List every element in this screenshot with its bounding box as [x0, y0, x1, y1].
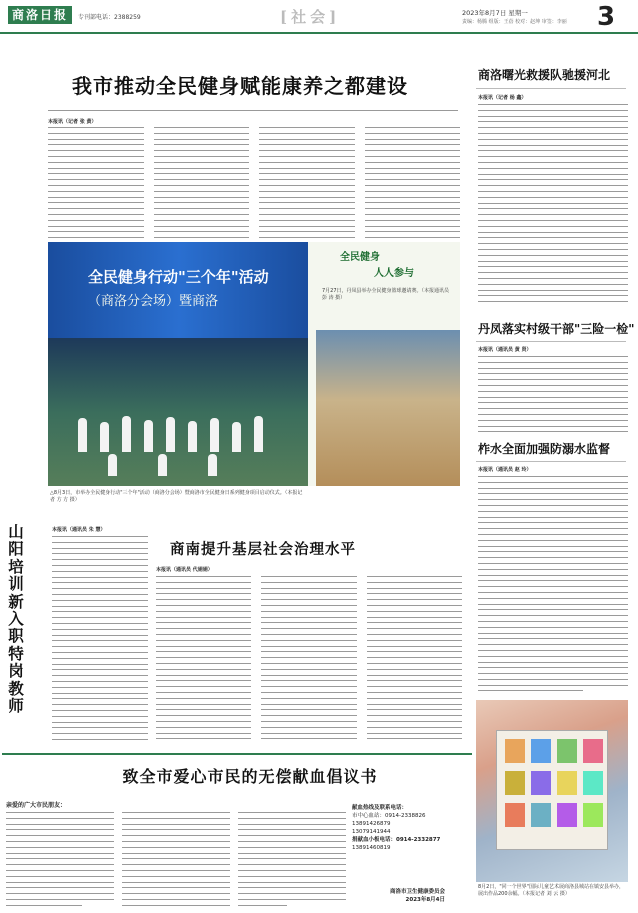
right-article-1-byline: 本报讯（记者 杨 鑫） [478, 95, 527, 101]
proposal-issuer [390, 888, 445, 904]
contact-line: 13891460819 [352, 845, 391, 851]
blood-contact-box [352, 804, 464, 896]
mid-article-body [156, 566, 462, 744]
left-article-headline: 山阳培训新入职特岗教师 [8, 522, 24, 716]
slogan-line-2: 人人参与 [374, 268, 414, 279]
children-art-photo [476, 700, 628, 882]
contact-heading: 献血热线及联系电话： [352, 805, 408, 811]
lead-body [48, 118, 460, 240]
issuer-name: 商洛市卫生健康委员会 [390, 889, 446, 895]
rule [476, 461, 626, 462]
right-article-2-byline: 本报讯（通讯员 黄 贤） [478, 347, 532, 353]
right-article-3-body [478, 466, 628, 696]
lead-col-1 [48, 127, 144, 240]
stage-banner [48, 242, 310, 338]
section-tag: [社会] [280, 8, 341, 26]
page-number: 3 [597, 2, 616, 32]
banner-text-2: （商洛分会场）暨商洛 [88, 294, 219, 309]
editor-line: 责编：杨腾 组版：王蓓 校对：赵坤 审签：李丽 [462, 19, 567, 25]
dancers [48, 362, 310, 452]
right-article-2-body [478, 346, 628, 436]
lead-col-2 [154, 127, 250, 240]
right-article-2-headline: 丹凤落实村级干部"三险一检" [478, 322, 635, 336]
lead-rule [48, 110, 458, 111]
rule [476, 341, 626, 342]
issue-date: 2023年8月7日 星期一 [462, 9, 528, 17]
children-art-caption: 8月2日，"同一个世界"国际儿童艺术展商洛县城站在镇安县举办，展出作品200余幅。（本报记者 刘 云 摄） [478, 884, 624, 897]
rule [476, 88, 626, 89]
contact-line: 市中心血站：0914-2338826 13891426879 [352, 813, 426, 827]
left-article-byline: 本报讯（通讯员 朱 慧） [52, 527, 106, 533]
lead-headline: 我市推动全民健身赋能康养之都建设 [72, 74, 408, 98]
lead-col-4 [365, 127, 461, 240]
mid-article-headline: 商南提升基层社会治理水平 [170, 541, 356, 558]
photo-caption-left: △8月3日，市举办全民健身行动"三个年"活动（商洛分会场）暨商洛市全民健身日系列健身项目启动仪式。（本报记者 方 方 摄） [50, 490, 303, 503]
mid-article-byline: 本报讯（通讯员 代娟娟） [156, 567, 213, 573]
left-article-body [52, 526, 148, 744]
masthead [0, 0, 638, 34]
issuer-date: 2023年8月4日 [405, 897, 446, 903]
basketball-photo [316, 330, 460, 486]
banner-text: 全民健身行动"三个年"活动 [88, 268, 269, 286]
lead-col-3 [259, 127, 355, 240]
proposal-body [6, 812, 346, 908]
photo-caption-right: 7月27日，丹凤县举办全民健身篮球邀请赛。（本报通讯员 彭 涛 摄） [322, 288, 450, 301]
contact-line: 13079141944 [352, 829, 391, 835]
art-board [496, 730, 608, 850]
proposal-salutation: 亲爱的广大市民朋友： [6, 802, 67, 809]
right-article-1-body [478, 94, 628, 306]
contact-line: 捐献血小板电话：0914-2332877 [352, 837, 441, 843]
proposal-headline: 致全市爱心市民的无偿献血倡议书 [122, 767, 378, 786]
proposal-rule [2, 753, 472, 755]
slogan-line-1: 全民健身 [340, 252, 380, 263]
newspaper-logo: 商洛日报 [8, 6, 72, 24]
right-article-1-headline: 商洛曙光救援队驰援河北 [478, 68, 611, 82]
hotline: 专刊部电话：2388259 [78, 14, 141, 21]
right-article-3-byline: 本报讯（通讯员 赵 玲） [478, 467, 532, 473]
event-photo [48, 242, 310, 486]
right-article-3-headline: 柞水全面加强防溺水监督 [478, 442, 611, 456]
lead-byline: 本报讯（记者 张 黄） [48, 119, 97, 125]
